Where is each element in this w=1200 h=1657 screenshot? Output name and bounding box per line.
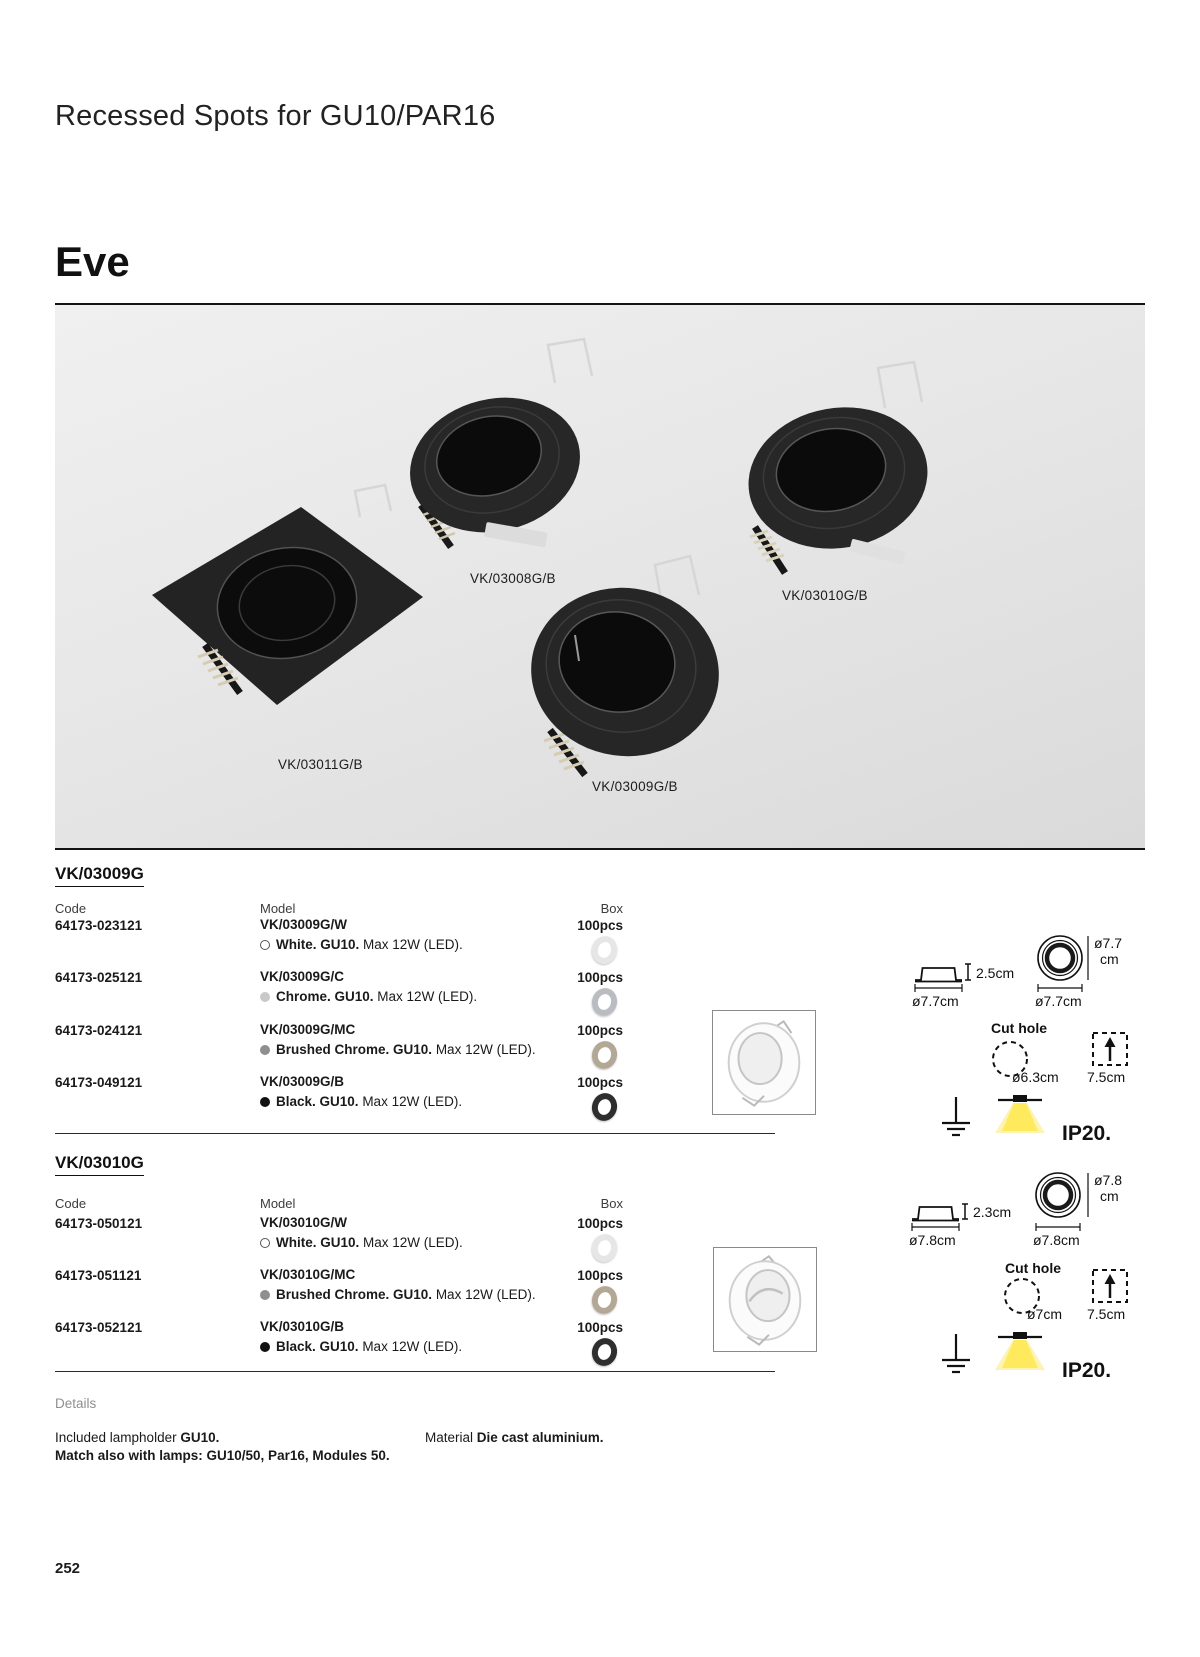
section-vk03009g — [55, 864, 775, 1136]
product-model: VK/03010G/B — [260, 1319, 345, 1334]
fixture-round-03009 — [520, 556, 730, 775]
table-row — [55, 1267, 775, 1319]
side-profile-icon — [912, 1207, 959, 1219]
product-code: 64173-050121 — [55, 1216, 143, 1231]
product-finish: Black. GU10. Max 12W (LED). — [260, 1339, 462, 1354]
product-model: VK/03009G/C — [260, 969, 345, 984]
fixture-round-03010 — [737, 362, 939, 573]
svg-text:cm: cm — [1100, 1188, 1119, 1204]
top-view-icon — [1036, 1173, 1080, 1217]
column-header-model: Model — [260, 1196, 296, 1211]
photo-label: VK/03011G/B — [278, 757, 363, 772]
width-label: ø7.8cm — [909, 1232, 956, 1248]
fixture-round-03008 — [396, 339, 595, 550]
diameter-label: ø7.7 — [1094, 935, 1123, 951]
product-ring-icon — [589, 1038, 620, 1072]
section-divider — [55, 1371, 775, 1372]
box-quantity: 100pcs — [535, 1075, 623, 1126]
photo-label: VK/03008G/B — [470, 571, 556, 586]
box-quantity: 100pcs — [535, 1320, 623, 1371]
color-dot — [260, 992, 270, 1002]
depth-label: 7.5cm — [1087, 1306, 1126, 1322]
category-header: Recessed Spots for GU10/PAR16 — [55, 100, 496, 132]
width-label: ø7.7cm — [912, 993, 959, 1009]
product-model: VK/03009G/MC — [260, 1022, 356, 1037]
product-title: Eve — [55, 238, 130, 285]
details-included: Included lampholder GU10. — [55, 1430, 220, 1445]
color-dot — [260, 1045, 270, 1055]
cut-hole-label: Cut hole — [991, 1020, 1047, 1036]
dimensions-vk03009g — [855, 875, 1145, 1150]
dimensions-vk03010g — [855, 1163, 1145, 1385]
product-ring-icon — [589, 1283, 620, 1317]
box-quantity: 100pcs — [535, 970, 623, 1021]
page-number: 252 — [55, 1560, 81, 1577]
cut-hole-diameter: ø7cm — [1027, 1306, 1062, 1322]
ip-rating: IP20. — [1062, 1122, 1112, 1145]
product-finish: White. GU10. Max 12W (LED). — [260, 937, 463, 952]
product-finish: Black. GU10. Max 12W (LED). — [260, 1094, 462, 1109]
box-quantity: 100pcs — [535, 1216, 623, 1267]
details-label: Details — [55, 1396, 97, 1411]
table-row — [55, 1319, 775, 1371]
section-title: VK/03009G — [55, 864, 144, 887]
diameter-bottom-label: ø7.8cm — [1033, 1232, 1080, 1248]
table-row — [55, 1022, 775, 1074]
product-finish: Chrome. GU10. Max 12W (LED). — [260, 989, 477, 1004]
product-thumbnail — [713, 1247, 817, 1352]
table-row — [55, 917, 775, 969]
product-thumbnail — [712, 1010, 816, 1115]
product-code: 64173-049121 — [55, 1075, 143, 1090]
height-label: 2.3cm — [973, 1204, 1012, 1220]
product-model: VK/03010G/W — [260, 1215, 348, 1230]
color-dot — [260, 1097, 270, 1107]
product-finish: White. GU10. Max 12W (LED). — [260, 1235, 463, 1250]
product-photo-art — [55, 305, 1145, 848]
product-model: VK/03009G/B — [260, 1074, 345, 1089]
svg-text:cm: cm — [1100, 951, 1119, 967]
recessed-light-icon — [995, 1095, 1045, 1133]
cut-hole-diameter: ø6.3cm — [1012, 1069, 1059, 1085]
color-dot — [260, 1290, 270, 1300]
column-header-box: Box — [600, 1196, 623, 1211]
side-profile-icon — [915, 968, 962, 980]
photo-label: VK/03009G/B — [592, 779, 678, 794]
product-ring-icon — [589, 985, 620, 1019]
table-row — [55, 1215, 775, 1267]
ground-icon — [942, 1334, 970, 1372]
section-vk03010g — [55, 1153, 775, 1373]
product-finish: Brushed Chrome. GU10. Max 12W (LED). — [260, 1042, 536, 1057]
product-ring-icon — [589, 1090, 620, 1124]
fixture-square-03011 — [152, 485, 423, 705]
cut-hole-label: Cut hole — [1005, 1260, 1061, 1276]
product-code: 64173-024121 — [55, 1023, 143, 1038]
photo-label: VK/03010G/B — [782, 588, 868, 603]
table-row — [55, 1074, 775, 1126]
product-ring-icon — [589, 1231, 620, 1265]
ip-rating: IP20. — [1062, 1359, 1112, 1382]
details-material: Material Die cast aluminium. — [425, 1430, 604, 1445]
product-ring-icon — [589, 1335, 620, 1369]
product-photo — [55, 303, 1145, 850]
box-quantity: 100pcs — [535, 918, 623, 969]
product-code: 64173-023121 — [55, 918, 143, 933]
details-match: Match also with lamps: GU10/50, Par16, Modules 50. — [55, 1448, 390, 1463]
depth-label: 7.5cm — [1087, 1069, 1126, 1085]
table-row — [55, 969, 775, 1021]
ground-icon — [942, 1097, 970, 1135]
product-ring-icon — [589, 933, 620, 967]
product-code: 64173-051121 — [55, 1268, 142, 1283]
recessed-light-icon — [995, 1332, 1045, 1370]
box-quantity: 100pcs — [535, 1268, 623, 1319]
column-header-model: Model — [260, 901, 296, 916]
product-code: 64173-052121 — [55, 1320, 143, 1335]
column-header-code: Code — [55, 1196, 87, 1211]
column-header-box: Box — [600, 901, 623, 916]
height-label: 2.5cm — [976, 965, 1015, 981]
color-dot — [260, 1342, 270, 1352]
section-divider — [55, 1133, 775, 1134]
color-dot — [260, 940, 270, 950]
box-quantity: 100pcs — [535, 1023, 623, 1074]
product-model: VK/03009G/W — [260, 917, 348, 932]
section-title: VK/03010G — [55, 1153, 144, 1176]
product-finish: Brushed Chrome. GU10. Max 12W (LED). — [260, 1287, 536, 1302]
product-code: 64173-025121 — [55, 970, 143, 985]
product-model: VK/03010G/MC — [260, 1267, 356, 1282]
color-dot — [260, 1238, 270, 1248]
diameter-bottom-label: ø7.7cm — [1035, 993, 1082, 1009]
diameter-label: ø7.8 — [1094, 1172, 1123, 1188]
column-header-code: Code — [55, 901, 87, 916]
top-view-icon — [1038, 936, 1082, 980]
